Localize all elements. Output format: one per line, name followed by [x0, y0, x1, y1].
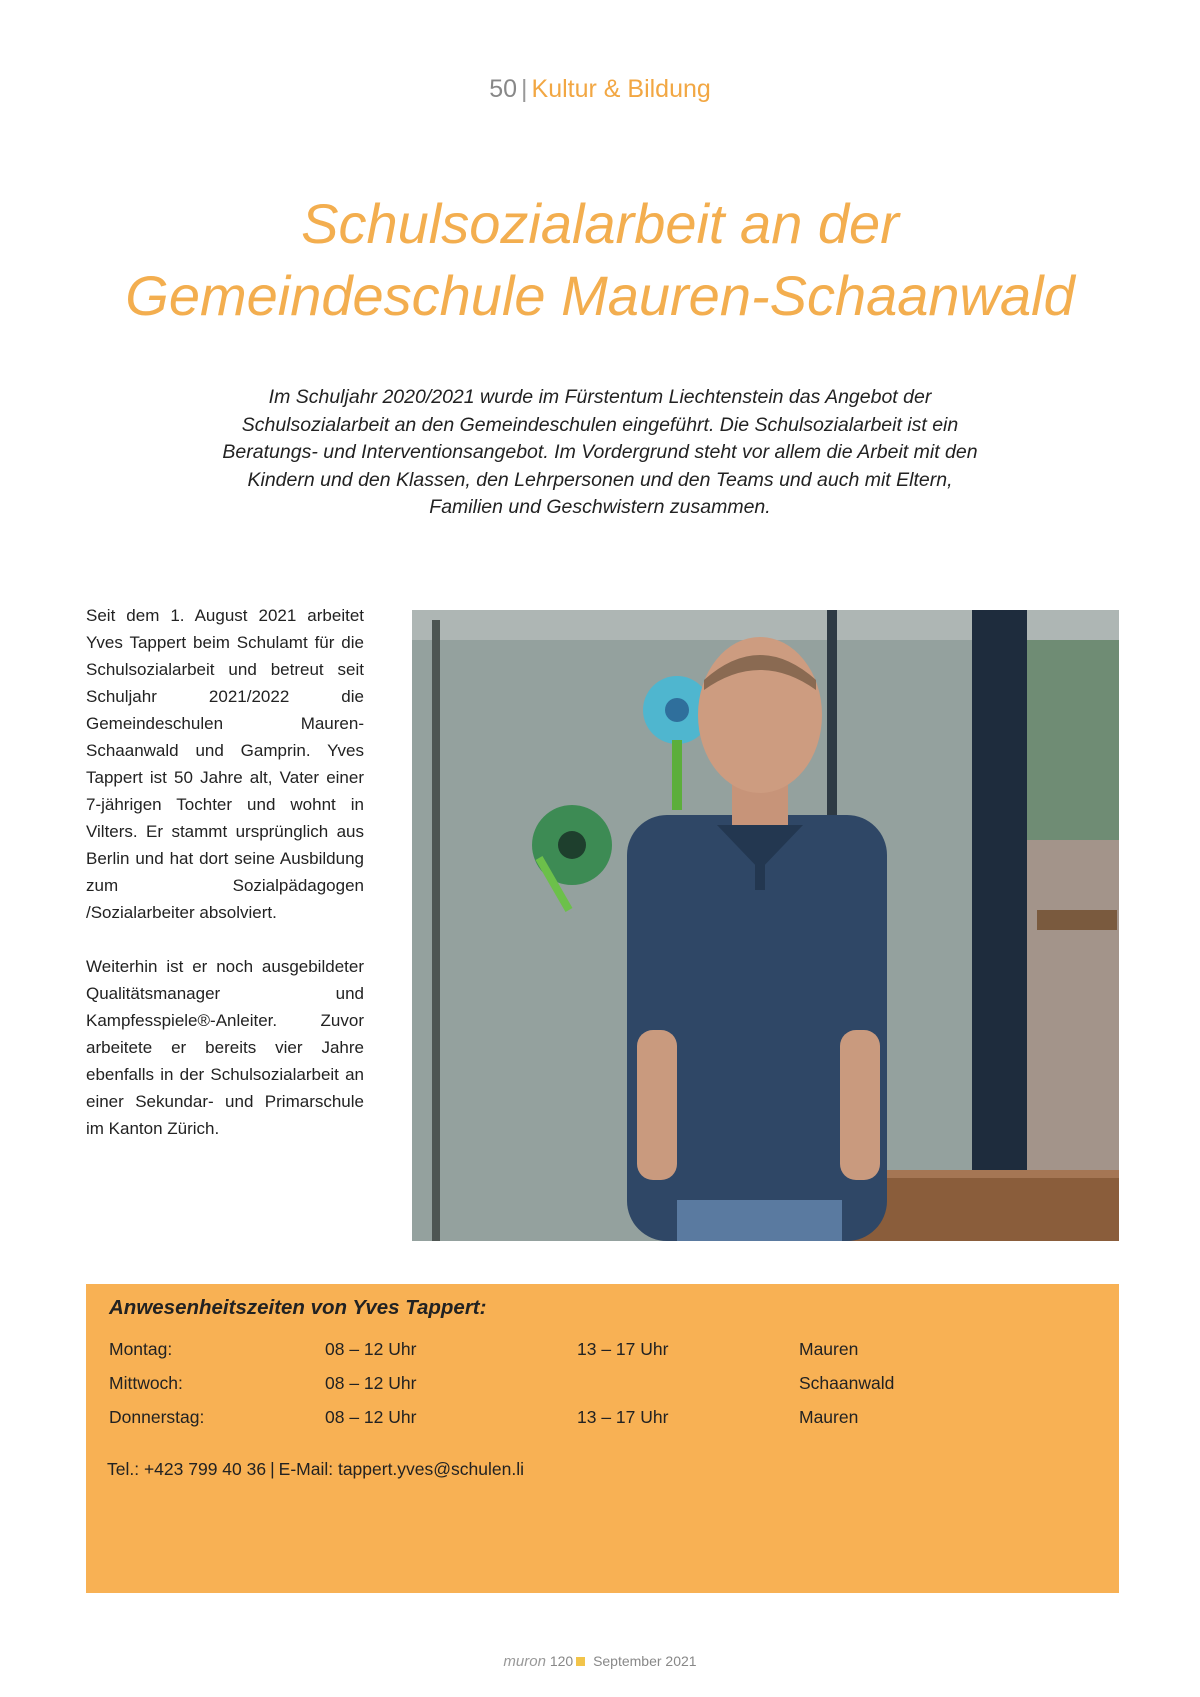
- article-title-line-2: Gemeindeschule Mauren-Schaanwald: [125, 264, 1075, 327]
- schedule-row: [109, 1407, 1099, 1437]
- schedule-day: Donnerstag:: [109, 1407, 205, 1427]
- schedule-time-morning: 08 – 12 Uhr: [325, 1339, 417, 1359]
- body-paragraph-2: Weiterhin ist er noch ausgebildeter Qualitätsmanager und Kampfesspiele®-Anleiter. Zuvor arbeitete er bereits vier Jahre ebenfalls in der Schulsozialarbeit an einer Sekundar- und Primarschule im Kanton Zürich.: [86, 957, 364, 1138]
- schedule-time-morning: 08 – 12 Uhr: [325, 1373, 417, 1393]
- schedule-title: Anwesenheitszeiten von Yves Tappert:: [109, 1296, 487, 1319]
- footer-square-icon: [576, 1657, 585, 1666]
- section-label: Kultur & Bildung: [531, 75, 711, 103]
- contact-separator: |: [270, 1459, 275, 1479]
- schedule-day: Montag:: [109, 1339, 173, 1359]
- schedule-day: Mittwoch:: [109, 1373, 183, 1393]
- schedule-row: [109, 1339, 1099, 1369]
- schedule-time-morning: 08 – 12 Uhr: [325, 1407, 417, 1427]
- header-separator: |: [521, 75, 528, 103]
- schedule-row: [109, 1373, 1099, 1403]
- issue-number: 120: [549, 1653, 574, 1669]
- schedule-time-afternoon: 13 – 17 Uhr: [577, 1339, 669, 1359]
- phone-number: Tel.: +423 799 40 36: [107, 1459, 267, 1479]
- schedule-location: Schaanwald: [799, 1373, 895, 1393]
- body-paragraph-1: Seit dem 1. August 2021 arbeitet Yves Tappert beim Schulamt für die Schulsozialarbeit und betreut seit Schuljahr 2021/2022 die Gemeindeschulen Mauren-Schaanwald und Gamprin. Yves Tappert ist 50 Jahre alt, Vater einer 7-jährigen Tochter und wohnt in Vilters. Er stammt ursprünglich aus Berlin und hat dort seine Ausbildung zum Sozialpädagogen /Sozialarbeiter absolviert.: [86, 606, 364, 922]
- body-text-column: [86, 602, 364, 1169]
- portrait-photo-illustration: [412, 610, 1119, 1241]
- page-header: [0, 74, 1200, 104]
- contact-line: [107, 1459, 524, 1480]
- article-title: [0, 188, 1200, 332]
- lead-paragraph: Im Schuljahr 2020/2021 wurde im Fürstentum Liechtenstein das Angebot der Schulsozialarbeit an den Gemeindeschulen eingeführt. Die Schulsozialarbeit ist ein Beratungs- und Interventionsangebot. Im Vordergrund steht vor allem die Arbeit mit den Kindern und den Klassen, den Lehrpersonen und den Teams und auch mit Eltern, Familien und Geschwistern zusammen.: [222, 386, 978, 518]
- issue-date: September 2021: [593, 1653, 697, 1669]
- page-number: 50: [489, 75, 518, 103]
- email-address: E-Mail: tappert.yves@schulen.li: [278, 1459, 524, 1479]
- article-title-line-1: Schulsozialarbeit an der: [301, 192, 899, 255]
- portrait-photo: [412, 610, 1119, 1241]
- page-footer: [0, 1653, 1200, 1670]
- schedule-location: Mauren: [799, 1407, 859, 1427]
- schedule-box: [86, 1284, 1119, 1593]
- schedule-time-afternoon: 13 – 17 Uhr: [577, 1407, 669, 1427]
- magazine-name: muron: [503, 1653, 546, 1670]
- schedule-location: Mauren: [799, 1339, 859, 1359]
